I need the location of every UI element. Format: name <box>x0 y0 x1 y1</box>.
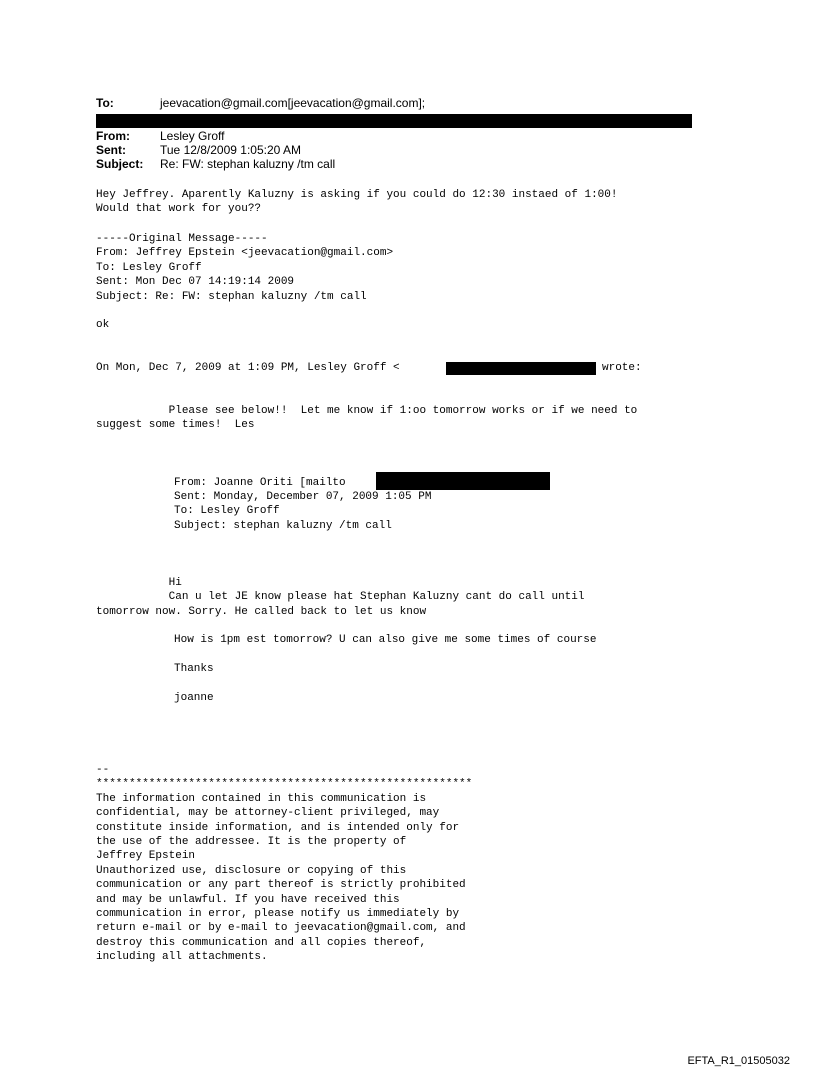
document-id: EFTA_R1_01505032 <box>687 1055 790 1067</box>
ok-text: ok <box>96 319 110 331</box>
thanks-line: Thanks <box>174 663 214 675</box>
joanne-signoff: joanne <box>174 692 214 704</box>
original-message: -----Original Message----- From: Jeffrey Epstein <jeevacation@gmail.com> To: Lesley Groff Sent: Mon Dec 07 14:19:14 2009 Subject: Re: FW: stephan kaluzny /tm call <box>96 233 394 303</box>
hi-message: Hi Can u let JE know please hat Stephan Kaluzny cant do call until tomorrow now. Sorry. He called back to let us know <box>96 577 585 618</box>
to-value: jeevacation@gmail.com[jeevacation@gmail.com]; <box>160 96 426 110</box>
redaction-email <box>446 362 596 375</box>
how-is-line: How is 1pm est tomorrow? U can also give me some times of course <box>174 634 597 646</box>
body-intro: Hey Jeffrey. Aparently Kaluzny is asking if you could do 12:30 instaed of 1:00! Would that work for you?? <box>96 189 618 216</box>
sent-value: Tue 12/8/2009 1:05:20 AM <box>160 143 301 157</box>
from-value: Lesley Groff <box>160 129 225 143</box>
to-label: To: <box>96 96 114 110</box>
redaction-bar <box>96 114 692 128</box>
redaction-mailto <box>376 472 550 490</box>
subject-value: Re: FW: stephan kaluzny /tm call <box>160 157 336 171</box>
on-line-prefix: On Mon, Dec 7, 2009 at 1:09 PM, Lesley Groff < <box>96 362 400 374</box>
fwd-from-line: From: Joanne Oriti [mailto <box>174 477 346 489</box>
on-line <box>96 361 400 375</box>
sent-label: Sent: <box>96 143 126 157</box>
forwarded-header: Sent: Monday, December 07, 2009 1:05 PM To: Lesley Groff Subject: stephan kaluzny /tm call <box>174 491 432 532</box>
disclaimer: -- ********************************************************* The information contained in this communication is confidential, may be attorney-client privileged, may constitute inside information, and is intended only for the use of the addressee. It is the property of Jeffrey Epstein Unauthorized use, disclosure or copying of this communication or any part thereof is strictly prohibited and may be unlawful. If you have received this communication in error, please notify us immediately by return e-mail or by e-mail to jeevacation@gmail.com, and destroy this communication and all copies thereof, including all attachments. <box>96 764 473 964</box>
from-label: From: <box>96 129 130 143</box>
subject-label: Subject: <box>96 157 144 171</box>
on-line-wrote: wrote: <box>602 362 642 374</box>
please-see-below: Please see below!! Let me know if 1:oo tomorrow works or if we need to suggest some times! Les <box>96 405 638 432</box>
